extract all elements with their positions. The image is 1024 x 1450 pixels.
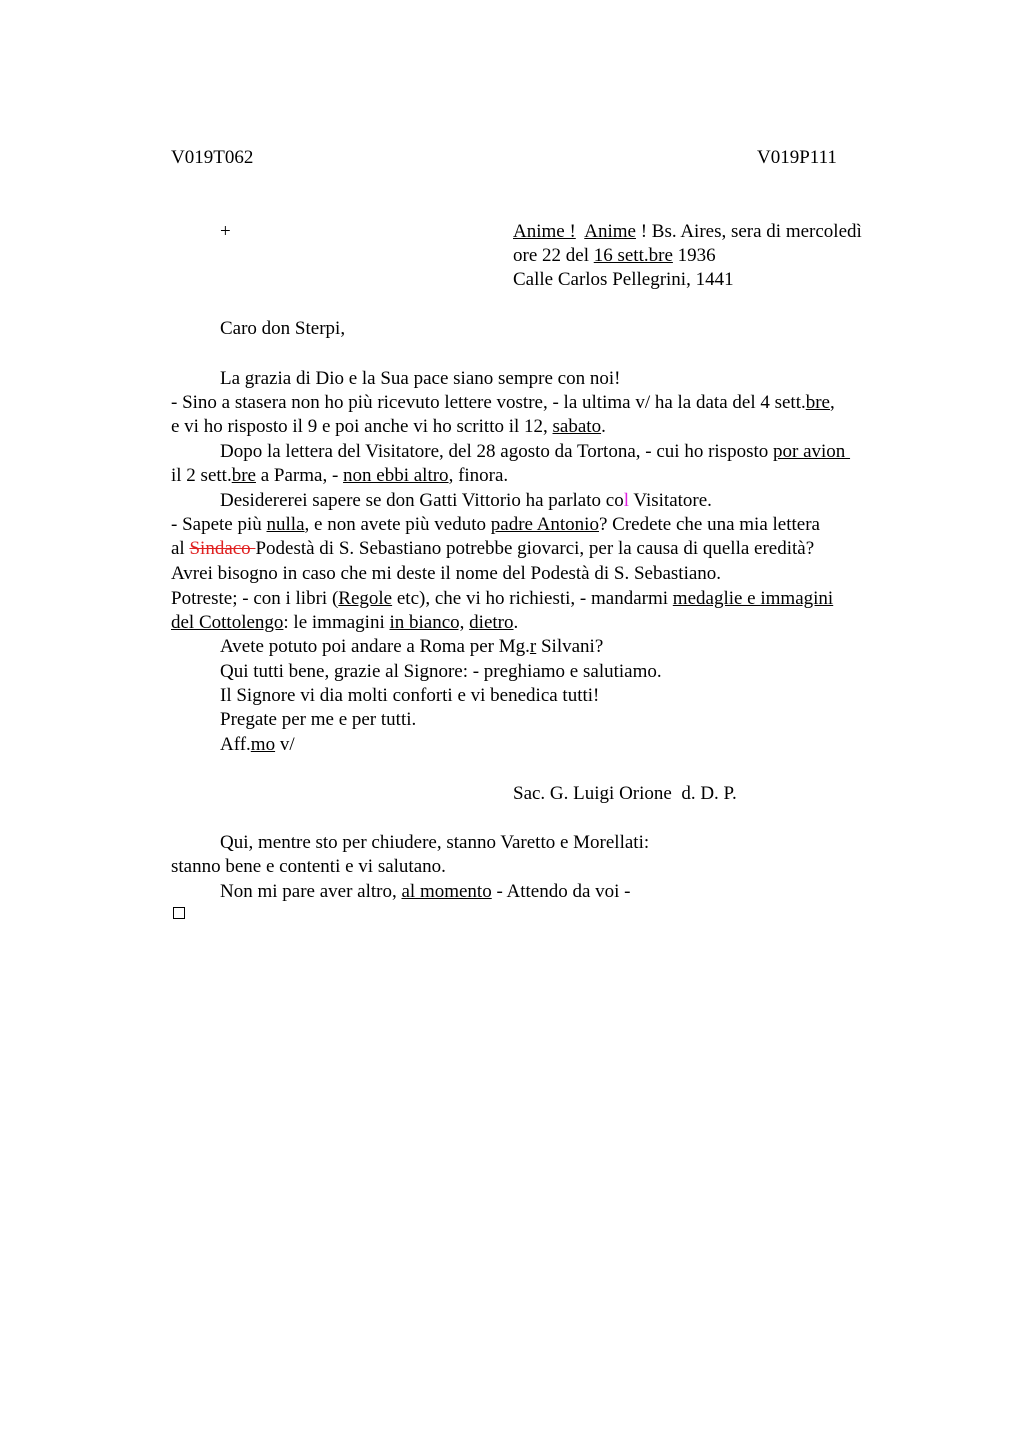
- ps3-end: - Attendo da voi -: [491, 881, 631, 902]
- p5a-underlined-1: nulla: [266, 514, 305, 535]
- p2a-end: ,: [830, 392, 835, 413]
- p6b-end: .: [513, 612, 519, 633]
- p4-text: Desidererei sapere se don Gatti Vittorio ha parlato co: [220, 490, 624, 511]
- p7-underlined: r: [529, 636, 537, 657]
- paragraph-5a: [171, 513, 820, 537]
- paragraph-4: [220, 489, 712, 513]
- ps3-underlined: al momento: [401, 881, 492, 902]
- p3b-underlined-2: non ebbi altro: [343, 465, 449, 486]
- p4-highlight: l: [623, 490, 629, 511]
- p3b-underlined-1: bre: [231, 465, 256, 486]
- p6a-underlined-1: Regole: [338, 588, 393, 609]
- closing-end: v/: [275, 734, 295, 755]
- p3a-text: Dopo la lettera del Visitatore, del 28 agosto da Tortona, - cui ho risposto: [220, 441, 773, 462]
- heading-line-2: [513, 244, 716, 268]
- paragraph-2b: [171, 415, 606, 439]
- signature: Sac. G. Luigi Orione d. D. P.: [513, 783, 737, 804]
- p7-text: Avete potuto poi andare a Roma per Mg.: [220, 636, 530, 657]
- place-date: ! Bs. Aires, sera di mercoledì: [635, 221, 862, 242]
- p6a-underlined-2: medaglie e immagini: [672, 588, 834, 609]
- p3a-underlined: por avion: [773, 441, 851, 462]
- postscript-1: Qui, mentre sto per chiudere, stanno Varetto e Morellati:: [220, 832, 650, 853]
- paragraph-10: Pregate per me e per tutti.: [220, 709, 417, 730]
- paragraph-5b: [171, 537, 814, 561]
- p6a-mid: etc), che vi ho richiesti, - mandarmi: [392, 588, 673, 609]
- p6b-mid: : le immagini: [283, 612, 390, 633]
- p5b-end: Podestà di S. Sebastiano potrebbe giovarci, per la causa di quella eredità?: [255, 538, 815, 559]
- closing-underlined: mo: [250, 734, 276, 755]
- end-box-icon: [173, 907, 185, 919]
- p5a-underlined-2: padre Antonio: [490, 514, 599, 535]
- doc-code-right: V019P111: [757, 147, 837, 168]
- date-underlined: 16 sett.bre: [593, 245, 673, 266]
- anime-2: Anime: [584, 221, 636, 242]
- heading-line-1: [513, 220, 862, 244]
- paragraph-2a: [171, 391, 835, 415]
- paragraph-8: Qui tutti bene, grazie al Signore: - preghiamo e salutiamo.: [220, 661, 662, 682]
- paragraph-5c: Avrei bisogno in caso che mi deste il nome del Podestà di S. Sebastiano.: [171, 563, 722, 584]
- p3b-mid: a Parma, -: [255, 465, 344, 486]
- postscript-2: stanno bene e contenti e vi salutano.: [171, 856, 446, 877]
- paragraph-7: [220, 635, 603, 659]
- paragraph-6a: [171, 587, 833, 611]
- p5a-end: ? Credete che una mia lettera: [598, 514, 820, 535]
- p2a-underlined: bre: [805, 392, 830, 413]
- p5a-text: - Sapete più: [171, 514, 267, 535]
- paragraph-1: La grazia di Dio e la Sua pace siano sempre con noi!: [220, 368, 621, 389]
- p5b-text: al: [171, 538, 190, 559]
- struck-word: Sindaco: [189, 538, 256, 559]
- salutation: Caro don Sterpi,: [220, 318, 346, 339]
- p2a-text: - Sino a stasera non ho più ricevuto lettere vostre, - la ultima v/ ha la data del 4 sett.: [171, 392, 806, 413]
- paragraph-3b: [171, 464, 508, 488]
- anime-1: Anime !: [513, 221, 576, 242]
- p7-end: Silvani?: [536, 636, 604, 657]
- ore-text: ore 22 del: [513, 245, 594, 266]
- p2b-end: .: [601, 416, 606, 437]
- p3b-end: , finora.: [448, 465, 509, 486]
- p6a-text: Potreste; - con i libri (: [171, 588, 339, 609]
- p6b-underlined-2: in bianco,: [389, 612, 465, 633]
- paragraph-9: Il Signore vi dia molti conforti e vi benedica tutti!: [220, 685, 600, 706]
- paragraph-6b: [171, 611, 518, 635]
- p6b-underlined-3: dietro: [469, 612, 514, 633]
- closing-text: Aff.: [220, 734, 251, 755]
- postscript-3: [220, 880, 631, 904]
- year: 1936: [672, 245, 716, 266]
- ps3-text: Non mi pare aver altro,: [220, 881, 402, 902]
- closing: [220, 733, 295, 757]
- p5a-mid: , e non avete più veduto: [304, 514, 491, 535]
- doc-code-left: V019T062: [171, 147, 254, 168]
- p2b-underlined: sabato: [552, 416, 602, 437]
- p2b-text: e vi ho risposto il 9 e poi anche vi ho scritto il 12,: [171, 416, 553, 437]
- cross-mark: +: [220, 221, 231, 242]
- p3b-text: il 2 sett.: [171, 465, 232, 486]
- p6b-underlined-1: del Cottolengo: [171, 612, 284, 633]
- paragraph-3a: [220, 440, 850, 464]
- address: Calle Carlos Pellegrini, 1441: [513, 269, 734, 290]
- p4-end: Visitatore.: [628, 490, 712, 511]
